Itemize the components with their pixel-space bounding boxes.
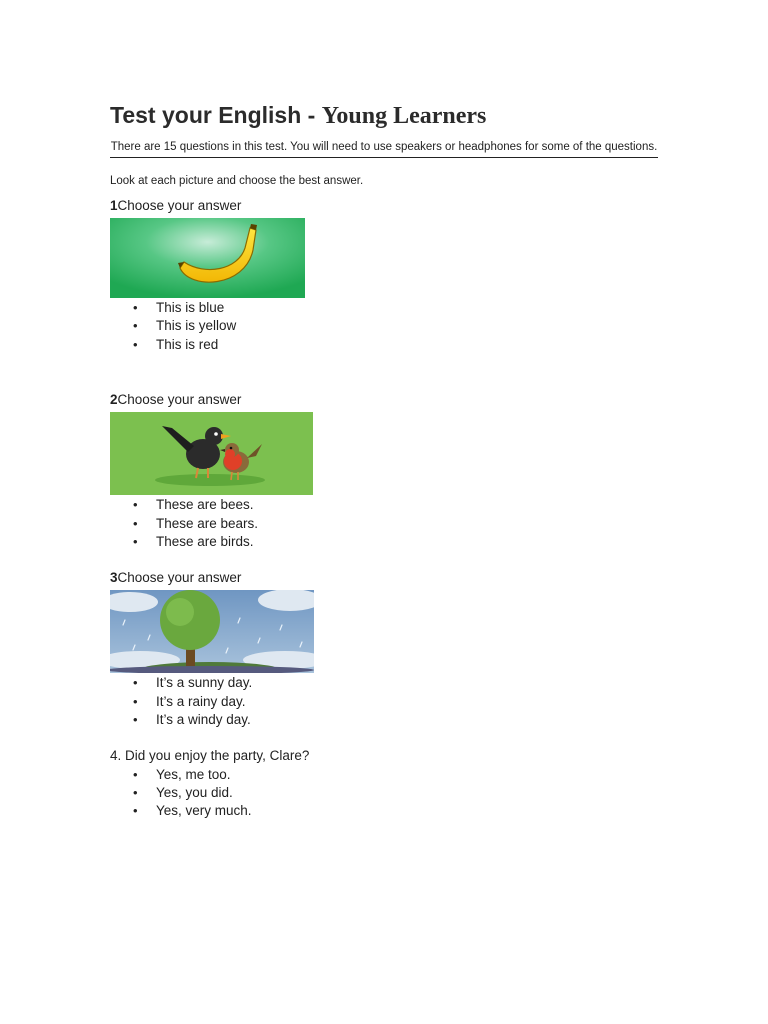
question-number: 3 — [110, 570, 118, 586]
question-prompt: Did you enjoy the party, Clare? — [125, 747, 310, 763]
question-number: 4. — [110, 747, 122, 763]
answer-option[interactable]: • It’s a sunny day. — [133, 675, 253, 691]
answer-option[interactable]: • These are bees. — [133, 497, 254, 513]
answer-option[interactable]: • This is blue — [133, 300, 225, 315]
page-title — [110, 98, 658, 133]
answer-options — [110, 674, 658, 729]
title-sub: Young Learners — [321, 103, 487, 129]
answer-option[interactable]: • Yes, me too. — [133, 766, 231, 782]
question-prompt: Choose your answer — [117, 570, 242, 586]
question-1-heading — [110, 197, 658, 215]
test-page — [110, 98, 658, 821]
answer-option[interactable]: • Yes, very much. — [133, 803, 252, 819]
answer-option[interactable]: • This is yellow — [133, 318, 237, 334]
question-prompt: Choose your answer — [117, 198, 242, 213]
intro-text: There are 15 questions in this test. You will need to use speakers or headphones for some of the questions. — [110, 139, 658, 158]
question-number: 1 — [110, 198, 118, 213]
answer-option[interactable]: • These are birds. — [133, 534, 254, 550]
birds-picture — [110, 412, 313, 495]
question-1 — [110, 197, 658, 354]
question-number: 2 — [110, 392, 118, 408]
answer-option[interactable]: • These are bears. — [133, 515, 259, 531]
question-3-heading — [110, 569, 658, 587]
answer-option[interactable]: • This is red — [133, 336, 219, 352]
answer-options — [110, 766, 658, 821]
answer-option[interactable]: • It’s a rainy day. — [133, 693, 246, 709]
banana-picture — [110, 218, 305, 298]
instructions: Look at each picture and choose the best answer. — [110, 175, 364, 187]
title-main: Test your English - — [110, 102, 322, 128]
question-2-heading — [110, 391, 658, 409]
rainy-tree-picture — [110, 590, 314, 673]
answer-options — [110, 299, 658, 354]
answer-option[interactable]: • Yes, you did. — [133, 785, 233, 801]
answer-option[interactable]: • It’s a windy day. — [133, 712, 251, 728]
question-4-heading — [110, 747, 658, 765]
question-2 — [110, 391, 658, 551]
answer-options — [110, 496, 658, 551]
question-4 — [110, 747, 658, 821]
question-prompt: Choose your answer — [117, 392, 242, 408]
question-3 — [110, 569, 658, 729]
